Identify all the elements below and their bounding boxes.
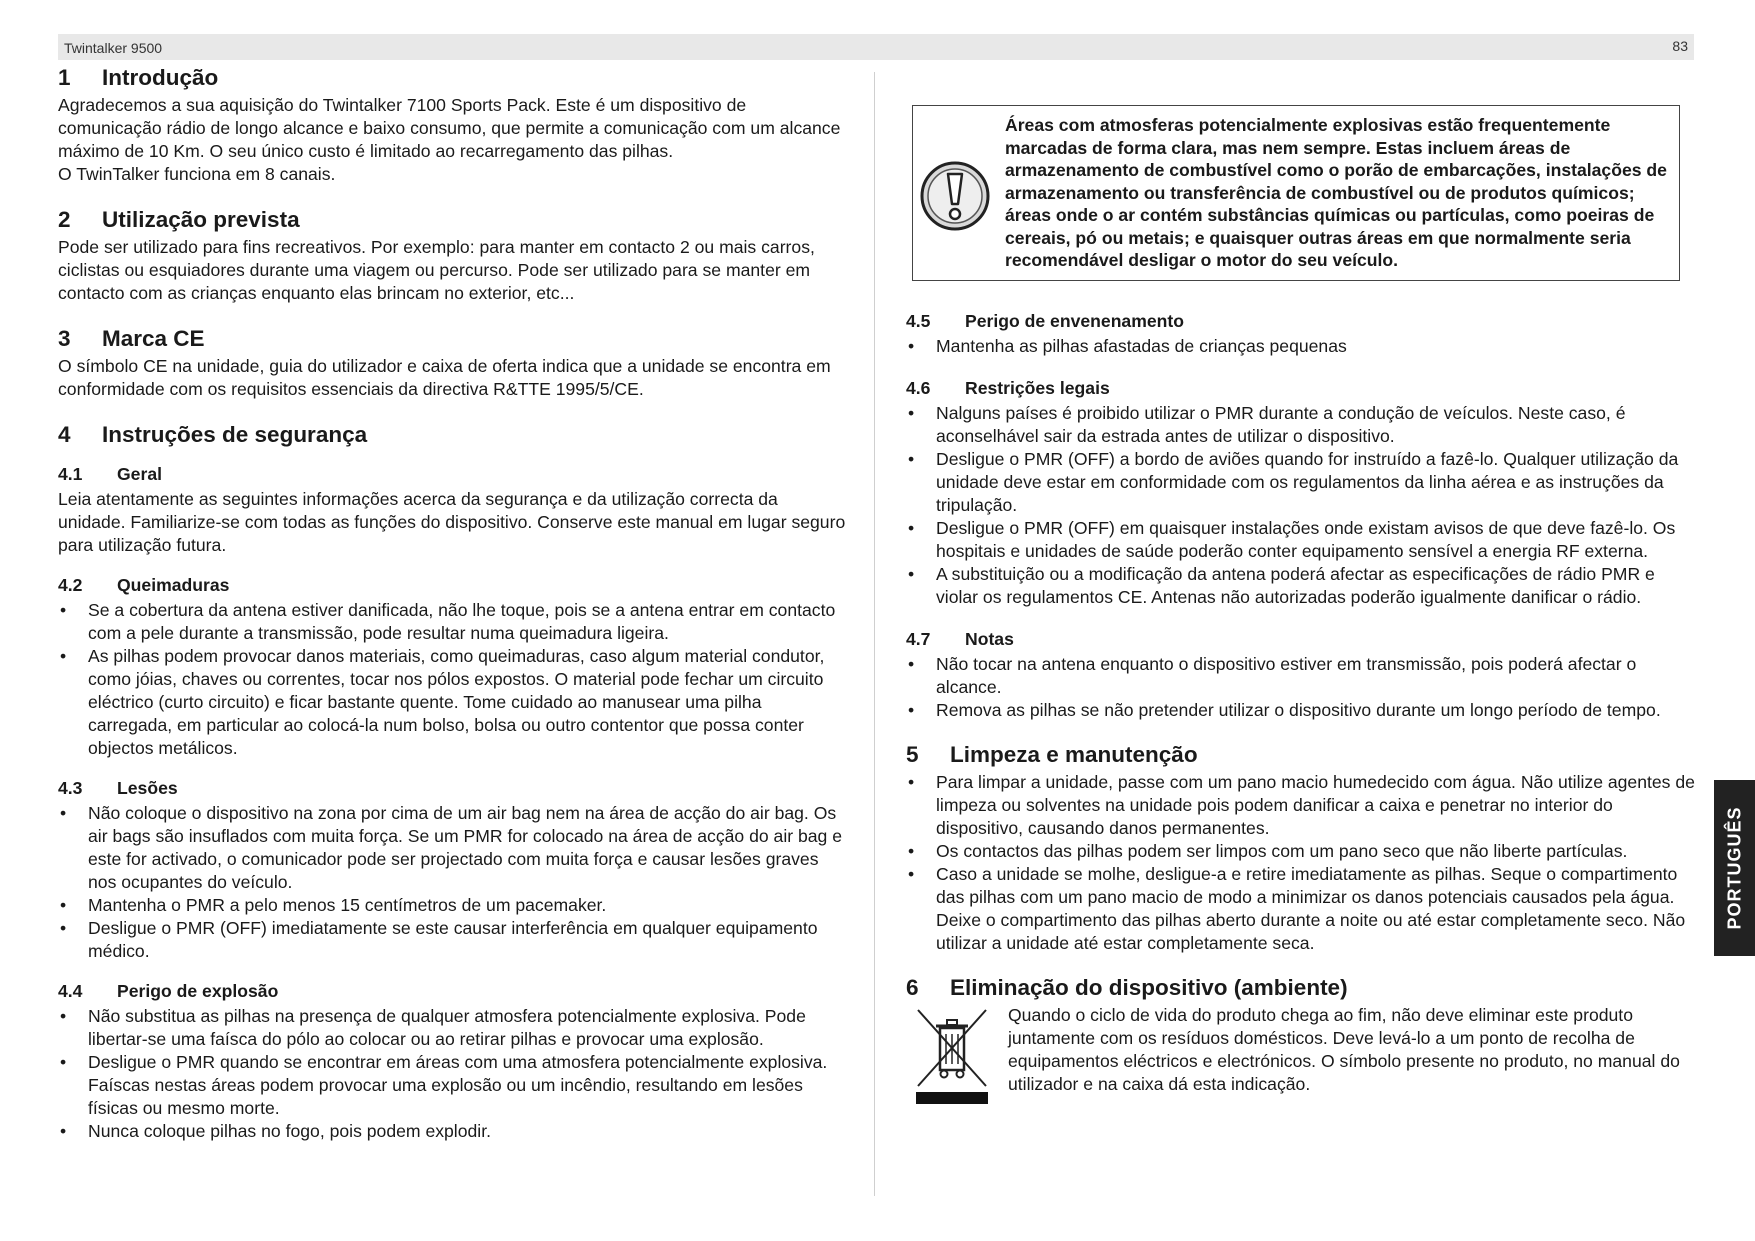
- section-4-2-list: [58, 599, 846, 760]
- list-item: • Desligue o PMR quando se encontrar em áreas com uma atmosfera potencialmente explosiva. Faíscas nestas áreas podem provocar uma explosão ou um incêndio, resultando em lesões físicas ou mesmo morte.: [58, 1051, 846, 1120]
- section-1-text-2: O TwinTalker funciona em 8 canais.: [58, 164, 336, 184]
- section-3-heading: 3 Marca CE: [58, 326, 205, 351]
- language-tab: [1714, 780, 1755, 956]
- section-1-heading: 1 Introdução: [58, 65, 219, 90]
- list-item: • Mantenha as pilhas afastadas de crianças pequenas: [906, 335, 1696, 358]
- section-5-list: [906, 771, 1696, 955]
- warning-icon: [919, 160, 991, 232]
- list-item: • Remova as pilhas se não pretender utilizar o dispositivo durante um longo período de tempo.: [906, 699, 1696, 722]
- warning-text: Áreas com atmosferas potencialmente explosivas estão frequentemente marcadas de forma clara, mas nem sempre. Estas incluem áreas de armazenamento de combustível como o porão de embarcações, instalações de armazenamento ou transferência de combustível ou de produtos químicos; áreas onde o ar contém substâncias químicas ou partículas, como poeiras de cereais, pó ou metais; e quaisquer outras áreas em que normalmente seria recomendável desligar o motor do seu veículo.: [1005, 115, 1667, 270]
- section-4-6-list: [906, 402, 1696, 609]
- section-3-text: O símbolo CE na unidade, guia do utilizador e caixa de oferta indica que a unidade se encontra em conformidade com os requisitos essenciais da directiva R&TTE 1995/5/CE.: [58, 356, 831, 399]
- disposal-block: [906, 1004, 1696, 1096]
- section-6-heading: 6 Eliminação do dispositivo (ambiente): [906, 975, 1348, 1000]
- section-1-text: Agradecemos a sua aquisição do Twintalker 7100 Sports Pack. Este é um dispositivo de comunicação rádio de longo alcance e baixo consumo, que permite a comunicação com um alcance máximo de 10 Km. O seu único custo é limitado ao recarregamento das pilhas.: [58, 95, 841, 161]
- section-4-2-heading: 4.2 Queimaduras: [58, 575, 230, 595]
- list-item: • Desligue o PMR (OFF) imediatamente se este causar interferência em qualquer equipamento médico.: [58, 917, 846, 963]
- section-4-3-heading: 4.3 Lesões: [58, 778, 178, 798]
- warning-box: [912, 105, 1680, 281]
- header-title: Twintalker 9500: [64, 40, 163, 56]
- section-4-heading: 4 Instruções de segurança: [58, 422, 368, 447]
- section-4-5-heading: 4.5 Perigo de envenenamento: [906, 311, 1185, 331]
- list-item: • Desligue o PMR (OFF) em quaisquer instalações onde existam avisos de que deve fazê-lo. Os hospitais e unidades de saúde poderão conter equipamento sensível a energia RF externa.: [906, 517, 1696, 563]
- list-item: • Mantenha o PMR a pelo menos 15 centímetros de um pacemaker.: [58, 894, 846, 917]
- section-4-6-heading: 4.6 Restrições legais: [906, 378, 1110, 398]
- right-column: [906, 310, 1696, 1096]
- left-column: [58, 64, 846, 1143]
- section-2-text: Pode ser utilizado para fins recreativos. Por exemplo: para manter em contacto 2 ou mais carros, ciclistas ou esquiadores durante uma viagem ou percurso. Pode ser utilizado para se manter em contacto com as crianças enquanto elas brincam no exterior, etc...: [58, 237, 815, 303]
- list-item: • Nalguns países é proibido utilizar o PMR durante a condução de veículos. Neste caso, é aconselhável sair da estrada antes de utilizar o dispositivo.: [906, 402, 1696, 448]
- section-4-1-heading: 4.1 Geral: [58, 464, 162, 484]
- language-tab-label: PORTUGUÊS: [1724, 806, 1744, 930]
- list-item: • Não substitua as pilhas na presença de qualquer atmosfera potencialmente explosiva. Pode libertar-se uma faísca do pólo ao colocar ou ao retirar pilhas e provocar uma explosão.: [58, 1005, 846, 1051]
- section-4-3-list: [58, 802, 846, 963]
- list-item: • Nunca coloque pilhas no fogo, pois podem explodir.: [58, 1120, 846, 1143]
- list-item: • As pilhas podem provocar danos materiais, como queimaduras, caso algum material condutor, como jóias, chaves ou correntes, tocar nos pólos expostos. O material pode fechar um circuito eléctrico (curto circuito) e ficar bastante quente. Tome cuidado ao manusear uma pilha carregada, em particular ao colocá-la num bolso, bolsa ou outro contentor que possa conter objectos metálicos.: [58, 645, 846, 760]
- section-4-7-heading: 4.7 Notas: [906, 629, 1014, 649]
- list-item: • Desligue o PMR (OFF) a bordo de aviões quando for instruído a fazê-lo. Qualquer utilização da unidade deve estar em conformidade com os regulamentos da linha aérea e as instruções da tripulação.: [906, 448, 1696, 517]
- list-item: • Para limpar a unidade, passe com um pano macio humedecido com água. Não utilize agentes de limpeza ou solventes na unidade pois podem danificar a caixa e penetrar no interior do dispositivo, causando danos permanentes.: [906, 771, 1696, 840]
- list-item: • Não tocar na antena enquanto o dispositivo estiver em transmissão, pois poderá afectar o alcance.: [906, 653, 1696, 699]
- section-4-4-list: [58, 1005, 846, 1143]
- page-number: 83: [1672, 38, 1688, 54]
- section-4-7-list: [906, 653, 1696, 722]
- page-header: [58, 34, 1694, 60]
- section-4-1-text: Leia atentamente as seguintes informações acerca da segurança e da utilização correcta da unidade. Familiarize-se com todas as funções do dispositivo. Conserve este manual em lugar seguro para utilização futura.: [58, 489, 846, 555]
- list-item: • A substituição ou a modificação da antena poderá afectar as especificações de rádio PMR e violar os regulamentos CE. Antenas não autorizadas poderão igualmente danificar o rádio.: [906, 563, 1696, 609]
- section-4-4-heading: 4.4 Perigo de explosão: [58, 981, 279, 1001]
- section-4-5-list: [906, 335, 1696, 358]
- list-item: • Os contactos das pilhas podem ser limpos com um pano seco que não liberte partículas.: [906, 840, 1696, 863]
- crossed-bin-icon: [914, 1006, 990, 1106]
- column-divider: [874, 72, 875, 1196]
- list-item: • Caso a unidade se molhe, desligue-a e retire imediatamente as pilhas. Seque o compartimento das pilhas com um pano macio de modo a minimizar os danos potenciais causados pela água. Deixe o compartimento das pilhas aberto durante a noite ou até estar completamente seco. Não utilizar a unidade até estar completamente seca.: [906, 863, 1696, 955]
- section-2-heading: 2 Utilização prevista: [58, 207, 300, 232]
- section-6-text: Quando o ciclo de vida do produto chega ao fim, não deve eliminar este produto juntamente com os resíduos domésticos. Deve levá-lo a um ponto de recolha de equipamentos eléctricos e electrónicos. O símbolo presente no produto, no manual do utilizador e na caixa dá esta indicação.: [1008, 1005, 1680, 1094]
- list-item: • Não coloque o dispositivo na zona por cima de um air bag nem na área de acção do air bag. Os air bags são insuflados com muita força. Se um PMR for colocado na área de acção do air bag e este for activado, o comunicador pode ser projectado com muita força e causar lesões graves nos ocupantes do veículo.: [58, 802, 846, 894]
- list-item: • Se a cobertura da antena estiver danificada, não lhe toque, pois se a antena entrar em contacto com a pele durante a transmissão, pode resultar numa queimadura ligeira.: [58, 599, 846, 645]
- section-5-heading: 5 Limpeza e manutenção: [906, 742, 1198, 767]
